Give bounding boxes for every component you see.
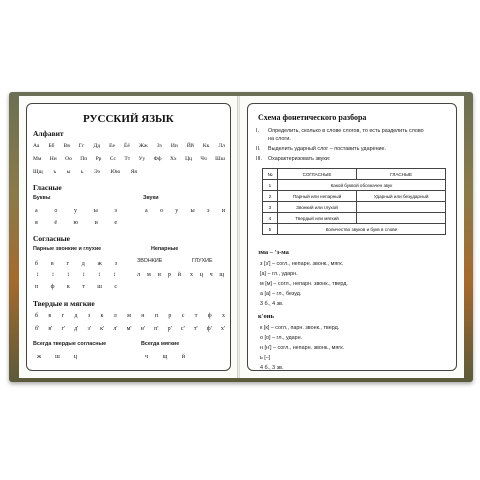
alphabet-letter: Юю — [110, 169, 121, 175]
consonant-letter: д — [81, 261, 85, 267]
sounds-label: Звуки — [143, 195, 159, 201]
consonant-letter: л — [137, 272, 140, 278]
pairing-arrows: ↕ ↕ ↕ ↕ ↕ ↕ — [36, 272, 116, 278]
vowel-letter: ю — [73, 220, 79, 226]
alphabet-letter: ь — [80, 169, 84, 175]
soft-consonant: ф' — [206, 326, 212, 332]
consonant-letter: н — [157, 272, 161, 278]
vowel-letter: э — [114, 208, 117, 214]
alphabet-letter: Мм — [33, 156, 42, 162]
alphabet-letter: Ээ — [93, 169, 100, 175]
alphabet-letter: Дд — [93, 143, 101, 149]
step-1-num: I. — [256, 128, 259, 134]
alphabet-row-1 — [33, 143, 225, 149]
consonant-letter: з — [114, 261, 117, 267]
alphabet-letter: Зз — [156, 143, 162, 149]
consonant-letter: ш — [97, 284, 102, 290]
alphabet-letter: Ёё — [124, 143, 130, 149]
alphabet-heading: Алфавит — [33, 129, 64, 138]
voiceless-label: ГЛУХИЕ — [192, 258, 213, 264]
vowel-letter: о — [54, 208, 58, 214]
alphabet-letter: Пп — [80, 156, 88, 162]
hard-consonant: в — [48, 313, 52, 319]
example-line: ь [–] — [260, 355, 271, 361]
unpaired-label: Непарные — [151, 246, 179, 252]
always-soft-consonant: й — [181, 354, 185, 360]
vowel-letter: а — [35, 208, 38, 214]
paired-voiced-row — [35, 261, 117, 267]
vowel-letter: ё — [54, 220, 57, 226]
consonant-letter: ф — [50, 284, 55, 290]
paired-label: Парные звонкие и глухие — [33, 246, 102, 252]
consonant-letter: т — [82, 284, 85, 290]
step-1-text: Определить, сколько в слове слогов, то есть разделить слово — [268, 128, 424, 134]
page-title: РУССКИЙ ЯЗЫК — [83, 113, 174, 125]
alphabet-letter: Кк — [202, 143, 210, 149]
soft-consonant: м' — [126, 326, 132, 332]
soft-consonant: т' — [193, 326, 198, 332]
consonant-letter: г — [66, 261, 69, 267]
alphabet-letter: ы — [66, 169, 71, 175]
vowel-sound: ы — [190, 208, 195, 214]
vowel-letters-row-2 — [35, 220, 117, 226]
hard-consonant: з — [87, 313, 91, 319]
table-row: 5 Количество звуков и букв в слове — [263, 224, 446, 235]
soft-consonant: р' — [167, 326, 172, 332]
always-soft-consonant: ч — [145, 354, 149, 360]
scheme-title: Схема фонетического разбора — [258, 113, 367, 122]
example-line: о [о] – гл., ударн. — [260, 335, 303, 341]
alphabet-letter: Шш — [215, 156, 225, 162]
step-2-text: Выделить ударный слог – поставить ударение. — [268, 146, 387, 152]
hard-consonant: с — [181, 313, 185, 319]
phonetic-analysis-card — [247, 103, 457, 371]
hard-consonant: ф — [207, 313, 212, 319]
always-soft-label: Всегда мягкие — [141, 341, 180, 347]
hard-consonant: г — [61, 313, 65, 319]
alphabet-letter: Рр — [95, 156, 102, 162]
example-line: [а] – гл., ударн. — [260, 271, 298, 277]
example-1-word: зма – 'з-ма — [258, 249, 289, 256]
example-line: м [м] – согл., непарн. звонк., тверд. — [260, 281, 348, 287]
vowel-sound: и — [221, 208, 225, 214]
alphabet-letter: Бб — [48, 143, 55, 149]
table-row: 1 Какой буквой обозначен звук — [263, 180, 446, 191]
alphabet-letter: Вв — [63, 143, 70, 149]
hard-consonants-row — [35, 313, 225, 319]
example-line: к [к] – согл., парн. звонк., тверд. — [260, 325, 340, 331]
left-page — [19, 96, 238, 378]
table-row: 4 Твердый или мягкий — [263, 213, 446, 224]
alphabet-letter: Гг — [78, 143, 85, 149]
soft-consonant: г' — [61, 326, 65, 332]
alphabet-letter: Жж — [138, 143, 148, 149]
unpaired-voiceless-row — [190, 272, 224, 278]
soft-consonant: в' — [48, 326, 53, 332]
hard-consonant: п — [154, 313, 159, 319]
consonant-letter: м — [146, 272, 151, 278]
example-line: 3 б., 4 зв. — [260, 301, 284, 307]
alphabet-letter: Оо — [65, 156, 72, 162]
table-header-num: № — [263, 169, 278, 180]
vowel-letter: я — [35, 220, 38, 226]
consonant-letter: й — [177, 272, 181, 278]
consonant-letter: п — [35, 284, 39, 290]
alphabet-letter: Цц — [185, 156, 193, 162]
soft-consonant: з' — [87, 326, 91, 332]
soft-consonant: б' — [35, 326, 40, 332]
hard-consonant: д — [74, 313, 78, 319]
consonant-letter: к — [66, 284, 70, 290]
alphabet-letter: Тт — [124, 156, 131, 162]
step-1-cont: на слоги. — [268, 136, 291, 142]
soft-consonant: к' — [100, 326, 105, 332]
always-soft-consonant: щ — [162, 354, 168, 360]
always-hard-consonant: ц — [73, 354, 77, 360]
analysis-table — [262, 168, 446, 235]
vowel-letter: и — [94, 220, 98, 226]
right-page — [240, 96, 464, 378]
table-header-vowels: ГЛАСНЫЕ — [357, 169, 446, 180]
soft-consonants-row — [35, 326, 225, 332]
alphabet-letter: Ее — [109, 143, 115, 149]
soft-consonant: н' — [140, 326, 145, 332]
alphabet-row-3 — [33, 169, 137, 175]
table-row: 3 Звонкий или глухой — [263, 202, 446, 213]
alphabet-letter: Йй — [186, 143, 194, 149]
consonant-letter: ц — [199, 272, 203, 278]
vowel-sound: о — [159, 208, 163, 214]
always-hard-row — [37, 354, 77, 360]
alphabet-letter: Нн — [49, 156, 57, 162]
always-hard-label: Всегда твердые согласные — [33, 341, 107, 347]
table-row: 2 Парный или непарный Ударный или безударный — [263, 191, 446, 202]
consonant-letter: х — [190, 272, 193, 278]
hard-consonant: т — [194, 313, 198, 319]
voiced-label: ЗВОНКИЕ — [137, 258, 163, 264]
always-hard-consonant: ш — [55, 354, 60, 360]
soft-consonant: х' — [220, 326, 225, 332]
paired-voiceless-row — [35, 284, 117, 290]
alphabet-letter: Хх — [169, 156, 177, 162]
alphabet-letter: Чч — [200, 156, 207, 162]
vowel-letter: ы — [93, 208, 98, 214]
vowel-sounds-row — [145, 208, 225, 214]
letters-label: Буквы — [33, 195, 51, 201]
consonant-letter: р — [167, 272, 171, 278]
hard-consonant: н — [141, 313, 145, 319]
hard-consonant: м — [127, 313, 131, 319]
consonant-letter: в — [50, 261, 54, 267]
hard-consonant: р — [168, 313, 172, 319]
vowel-sound: у — [175, 208, 179, 214]
hard-consonant: б — [35, 313, 39, 319]
russian-language-card — [26, 103, 231, 371]
vowel-letter: у — [74, 208, 78, 214]
example-line: з [з'] – согл., непарн. звонк., мягк. — [260, 261, 344, 267]
always-soft-row — [145, 354, 185, 360]
hard-soft-heading: Твердые и мягкие — [33, 299, 95, 308]
hard-consonant: л — [113, 313, 117, 319]
consonant-letter: с — [114, 284, 117, 290]
vowel-sound: а — [145, 208, 148, 214]
step-3-text: Охарактеризовать звуки: — [268, 156, 331, 162]
alphabet-letter: Щщ — [33, 169, 43, 175]
soft-consonant: д' — [74, 326, 79, 332]
alphabet-letter: Лл — [218, 143, 225, 149]
soft-consonant: л' — [113, 326, 118, 332]
alphabet-row-2 — [33, 156, 225, 162]
alphabet-letter: Фф — [153, 156, 162, 162]
alphabet-letter: Сс — [109, 156, 116, 162]
alphabet-letter: Уу — [138, 156, 146, 162]
vowels-heading: Гласные — [33, 183, 62, 192]
hard-consonant: х — [221, 313, 225, 319]
step-3-num: III. — [256, 156, 262, 162]
alphabet-letter: ъ — [53, 169, 57, 175]
alphabet-letter: Ии — [170, 143, 178, 149]
consonant-letter: ж — [97, 261, 102, 267]
hard-consonant: к — [100, 313, 104, 319]
alphabet-letter: Аа — [33, 143, 40, 149]
consonant-letter: б — [35, 261, 39, 267]
soft-consonant: п' — [154, 326, 159, 332]
example-line: а [а] – гл., безуд. — [260, 291, 302, 297]
always-hard-consonant: ж — [37, 354, 42, 360]
step-2-num: II. — [256, 146, 261, 152]
alphabet-letter: Яя — [130, 169, 137, 175]
example-line: н [н'] – согл., непарн. звонк., мягк. — [260, 345, 345, 351]
consonants-heading: Согласные — [33, 234, 70, 243]
example-line: 4 б., 3 зв. — [260, 365, 284, 371]
example-2-word: к'онь — [258, 313, 274, 320]
consonant-letter: ч — [209, 272, 213, 278]
vowel-letters-row-1 — [35, 208, 117, 214]
table-header-consonants: СОГЛАСНЫЕ — [277, 169, 356, 180]
consonant-letter: щ — [219, 272, 224, 278]
vowel-sound: э — [206, 208, 210, 214]
unpaired-voiced-row — [137, 272, 181, 278]
vowel-letter: е — [114, 220, 117, 226]
soft-consonant: с' — [180, 326, 185, 332]
